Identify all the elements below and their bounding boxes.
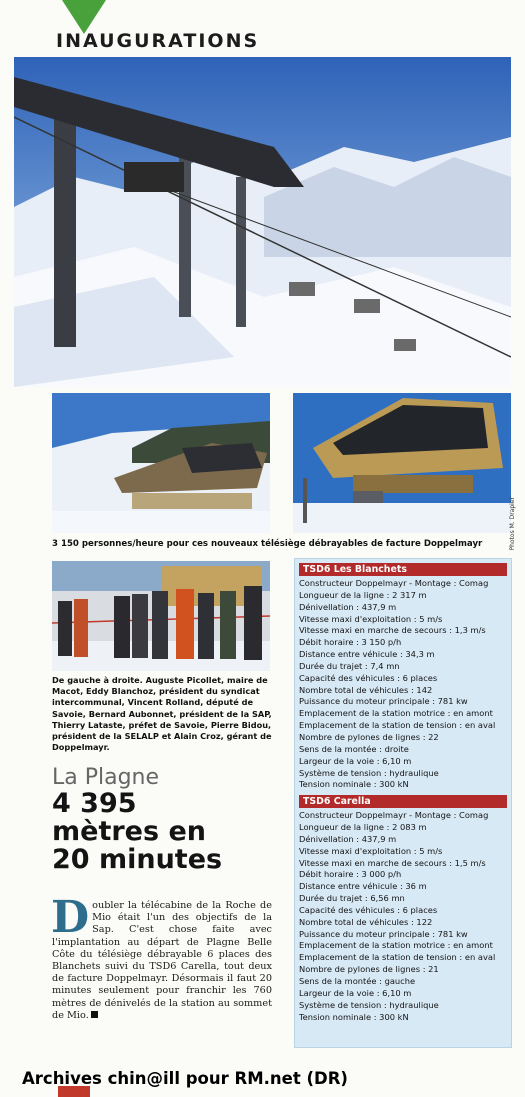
section-marker-triangle bbox=[62, 0, 106, 34]
headline-line: mètres en bbox=[52, 816, 206, 847]
spec-item: Nombre de pylones de lignes : 21 bbox=[299, 964, 439, 975]
spec-item: Emplacement de la station motrice : en amont bbox=[299, 708, 493, 719]
spec-item: Distance entre véhicule : 34,3 m bbox=[299, 649, 435, 660]
spec-item: Sens de la montée : droite bbox=[299, 743, 409, 754]
spec-item: Puissance du moteur principale : 781 kw bbox=[299, 696, 468, 707]
spec-item: Constructeur Doppelmayr - Montage : Comag bbox=[299, 810, 489, 821]
spec-item: Largeur de la voie : 6,10 m bbox=[299, 755, 412, 766]
spec-list-carella bbox=[299, 810, 507, 1023]
end-mark bbox=[91, 1011, 98, 1018]
spec-item: Vitesse maxi en marche de secours : 1,5 m/s bbox=[299, 857, 486, 868]
spec-item: Dénivellation : 437,9 m bbox=[299, 601, 397, 612]
spec-item: Durée du trajet : 7,4 mn bbox=[299, 660, 400, 671]
station-photo-left bbox=[52, 393, 270, 533]
headline-line: 4 395 bbox=[52, 788, 137, 819]
drop-cap: D bbox=[51, 892, 90, 943]
archives-credit: Archives chin@ill pour RM.net (DR) bbox=[22, 1069, 348, 1088]
spec-item: Vitesse maxi d'exploitation : 5 m/s bbox=[299, 845, 443, 856]
article-kicker: La Plagne bbox=[52, 765, 160, 790]
headline-line: 20 minutes bbox=[52, 844, 223, 875]
spec-item: Emplacement de la station motrice : en amont bbox=[299, 940, 493, 951]
spec-item: Débit horaire : 3 150 p/h bbox=[299, 637, 402, 648]
main-photo bbox=[14, 57, 511, 387]
spec-item: Distance entre véhicule : 36 m bbox=[299, 881, 427, 892]
section-label: INAUGURATIONS bbox=[56, 30, 260, 52]
spec-item: Système de tension : hydraulique bbox=[299, 767, 439, 778]
spec-item: Tension nominale : 300 kN bbox=[299, 779, 409, 790]
spec-item: Tension nominale : 300 kN bbox=[299, 1011, 409, 1022]
spec-item: Nombre de pylones de lignes : 22 bbox=[299, 731, 439, 742]
spec-item: Nombre total de véhicules : 122 bbox=[299, 916, 433, 927]
article-headline bbox=[52, 790, 222, 874]
spec-item: Nombre total de véhicules : 142 bbox=[299, 684, 433, 695]
spec-item: Durée du trajet : 6,56 mn bbox=[299, 893, 405, 904]
article-body-text: oubler la télécabine de la Roche de Mio était l'un des objectifs de la Sap. C'est chose faite avec l'implantation au départ de Plagne Belle Côte du télésiège débrayable 6 places des Blanchets suivi du TSD6 Carella, tout deux de facture Doppelmayr. Désormais il faut 20 minutes seulement pour franchir les 760 mètres de dénivelés de la station au sommet de Mio. bbox=[52, 900, 272, 1021]
photo-credit: Photos M. Drapier bbox=[509, 497, 516, 551]
spec-item: Emplacement de la station de tension : en aval bbox=[299, 720, 496, 731]
photos-caption: 3 150 personnes/heure pour ces nouveaux télésiège débrayables de facture Doppelmayr bbox=[52, 539, 483, 549]
spec-item: Longueur de la ligne : 2 083 m bbox=[299, 822, 427, 833]
spec-item: Vitesse maxi en marche de secours : 1,3 m/s bbox=[299, 625, 486, 636]
spec-item: Constructeur Doppelmayr - Montage : Comag bbox=[299, 578, 489, 588]
spec-item: Capacité des véhicules : 6 places bbox=[299, 672, 438, 683]
spec-item: Longueur de la ligne : 2 317 m bbox=[299, 589, 427, 600]
spec-item: Capacité des véhicules : 6 places bbox=[299, 904, 438, 915]
spec-title-carella: TSD6 Carella bbox=[299, 795, 507, 808]
spec-item: Débit horaire : 3 000 p/h bbox=[299, 869, 402, 880]
article-body bbox=[51, 892, 272, 1022]
spec-item: Sens de la montée : gauche bbox=[299, 976, 416, 986]
specs-box bbox=[294, 558, 512, 1048]
spec-item: Vitesse maxi d'exploitation : 5 m/s bbox=[299, 613, 443, 624]
group-photo-caption: De gauche à droite. Auguste Picollet, maire de Macot, Eddy Blanchoz, président du syndicat intercommunal, Vincent Rolland, député de Savoie, Bernard Aubonnet, président de la SAP, Thierry Lataste, préfet de Savoie, Pierre Bidou, président de la SELALP et Alain Croz, gérant de Doppelmayr. bbox=[52, 675, 272, 753]
spec-item: Puissance du moteur principale : 781 kw bbox=[299, 928, 468, 939]
spec-item: Largeur de la voie : 6,10 m bbox=[299, 987, 412, 998]
station-photo-right bbox=[293, 393, 511, 533]
group-photo bbox=[52, 561, 270, 671]
spec-item: Emplacement de la station de tension : en aval bbox=[299, 952, 496, 963]
spec-item: Dénivellation : 437,9 m bbox=[299, 833, 397, 844]
spec-item: Système de tension : hydraulique bbox=[299, 999, 439, 1010]
spec-title-blanchets: TSD6 Les Blanchets bbox=[299, 563, 507, 576]
spec-list-blanchets bbox=[299, 578, 507, 791]
